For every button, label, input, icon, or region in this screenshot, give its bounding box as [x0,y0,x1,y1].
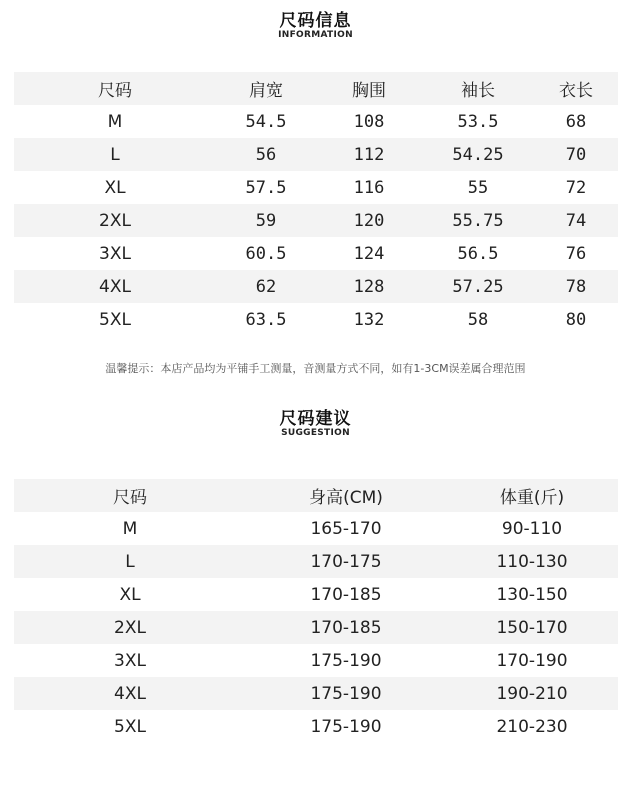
info-title: 尺码信息 [279,11,352,31]
table-row [14,171,618,204]
table-cell: L [14,545,246,578]
table-cell: 76 [565,243,587,264]
table-cell: 58 [467,309,489,330]
table-cell: 55.75 [422,204,534,237]
table-cell: 170-185 [246,611,446,644]
table-row [14,138,618,171]
table-cell: 130-150 [496,584,568,605]
table-row [14,512,618,545]
table-cell: 55 [467,177,489,198]
table-cell: 112 [316,138,422,171]
measurement-note: 温馨提示：本店产品均为平铺手工测量，音测量方式不同，如有1-3CM误差属合理范围 [105,362,526,375]
table-cell: 54.25 [422,138,534,171]
table-row [14,578,618,611]
table-header-row [14,479,618,512]
table-cell: 170-175 [246,545,446,578]
suggestion-subtitle: SUGGESTION [281,428,350,438]
table-cell: 190-210 [446,677,618,710]
header-cell: 尺码 [14,479,246,512]
table-cell: 72 [565,177,587,198]
table-row [14,204,618,237]
table-cell: 56 [216,138,316,171]
table-cell: 59 [216,204,316,237]
table-row [14,611,618,644]
table-cell: 56.5 [457,243,499,264]
table-cell: 4XL [14,270,216,303]
table-cell: 128 [316,270,422,303]
table-cell: 108 [353,111,385,132]
header-cell: 胸围 [316,72,422,105]
table-cell: M [122,518,138,539]
table-cell: 5XL [114,716,146,737]
table-cell: 68 [565,111,587,132]
table-cell: 53.5 [457,111,499,132]
header-cell: 衣长 [534,72,618,105]
table-cell: 5XL [99,309,131,330]
table-cell: XL [119,584,141,605]
table-cell: 54.5 [245,111,287,132]
table-cell: L [14,138,216,171]
suggestion-title: 尺码建议 [279,409,352,429]
size-suggestion-table [14,479,618,743]
table-cell: XL [104,177,126,198]
size-info-table [14,72,618,336]
table-row [14,710,618,743]
table-cell: 80 [565,309,587,330]
table-cell: 60.5 [245,243,287,264]
info-subtitle: INFORMATION [278,30,353,40]
table-cell: 3XL [114,650,146,671]
table-cell: 62 [216,270,316,303]
table-cell: 175-190 [246,677,446,710]
table-cell: 170-190 [496,650,568,671]
table-cell: 2XL [14,611,246,644]
table-cell: 124 [353,243,385,264]
table-row [14,545,618,578]
table-cell: M [107,111,123,132]
table-cell: 3XL [99,243,131,264]
header-cell: 体重(斤) [446,479,618,512]
table-cell: 116 [353,177,385,198]
table-cell: 90-110 [501,518,563,539]
table-cell: 110-130 [446,545,618,578]
table-cell: 63.5 [245,309,287,330]
table-cell: 70 [534,138,618,171]
header-cell: 尺码 [14,72,216,105]
table-cell: 175-190 [310,650,382,671]
table-cell: 74 [534,204,618,237]
table-row [14,270,618,303]
header-cell: 身高(CM) [246,479,446,512]
table-cell: 170-185 [310,584,382,605]
table-row [14,677,618,710]
table-row [14,237,618,270]
table-header-row [14,72,618,105]
table-cell: 132 [353,309,385,330]
table-row [14,644,618,677]
table-cell: 4XL [14,677,246,710]
table-cell: 150-170 [446,611,618,644]
table-cell: 165-170 [310,518,382,539]
table-cell: 57.5 [245,177,287,198]
table-cell: 2XL [14,204,216,237]
table-cell: 78 [534,270,618,303]
table-row [14,303,618,336]
table-cell: 210-230 [496,716,568,737]
table-cell: 175-190 [310,716,382,737]
table-cell: 57.25 [422,270,534,303]
header-cell: 肩宽 [216,72,316,105]
table-cell: 120 [316,204,422,237]
table-row [14,105,618,138]
header-cell: 袖长 [422,72,534,105]
